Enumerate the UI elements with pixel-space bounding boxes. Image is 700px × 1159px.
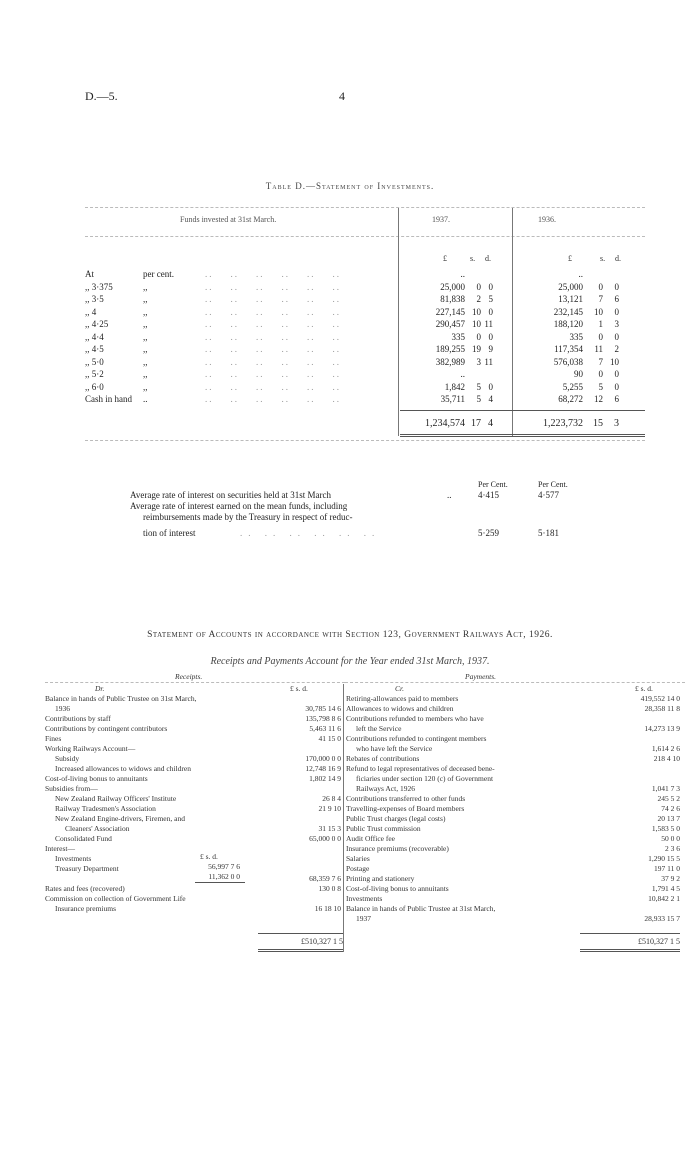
unit-shillings-1936: s.: [600, 254, 606, 263]
payment-amount: 10,842 2 1: [648, 894, 680, 903]
investment-1936-shillings: 0: [598, 281, 603, 292]
investment-1936-pence: 6: [614, 394, 619, 404]
payment-row: [346, 804, 682, 814]
payment-row: [346, 864, 682, 874]
payment-row: [346, 734, 682, 744]
investment-row: [85, 331, 645, 343]
col-1936-header: 1936.: [538, 215, 556, 224]
investment-rate: Cash in hand: [85, 394, 132, 404]
investment-1936-pence: 0: [614, 331, 619, 342]
investment-1937-shillings: 10: [472, 319, 481, 329]
investments-table-title: Table D.—Statement of Investments.: [265, 181, 435, 191]
payment-amount: 1,614 2 6: [651, 744, 680, 753]
investment-row: [85, 393, 645, 405]
payment-row: [346, 724, 682, 734]
receipt-amount: 21 9 10: [318, 804, 341, 813]
receipt-label: Subsidies from—: [45, 784, 98, 793]
payment-label: Audit Office fee: [346, 834, 396, 843]
receipts-unit-header: £ s. d.: [290, 684, 308, 693]
total-1937-shillings: 17: [471, 418, 481, 429]
payment-amount: 1,041 7 3: [651, 784, 680, 793]
investment-1937-pounds: ..: [460, 269, 465, 279]
receipt-row: [45, 834, 343, 844]
investment-rate: ,, 5·0: [85, 356, 104, 367]
investment-1936-pounds: 5,255: [562, 381, 583, 392]
receipt-amount: 16 18 10: [314, 904, 341, 913]
investment-1936-pence: 3: [614, 319, 619, 329]
cr-label: Cr.: [395, 684, 404, 693]
dr-label: Dr.: [95, 684, 105, 693]
investment-1936-pence: 10: [610, 356, 619, 367]
unit-pence-1937: d.: [485, 254, 491, 263]
receipt-amount: 68,359 7 6: [309, 874, 341, 883]
payment-row: [346, 854, 682, 864]
investment-1936-pence: 6: [614, 294, 619, 304]
payment-label: Investments: [346, 894, 383, 903]
investment-rate: ,, 4: [85, 306, 97, 317]
interest-treasury: 11,362 0 0: [208, 872, 240, 881]
payment-label: Rebates of contributions: [346, 754, 420, 763]
receipt-amount: 130 0 8: [318, 884, 341, 893]
receipt-row: [45, 824, 343, 834]
investment-1937-pounds: 35,711: [440, 394, 465, 404]
rate-line1: Average rate of interest on securities held at 31st March: [130, 490, 332, 500]
receipt-amount: 41 15 0: [318, 734, 341, 743]
investment-1937-pounds: 189,255: [435, 344, 465, 354]
payment-amount: 14,273 13 9: [644, 724, 680, 733]
investment-1937-pence: 11: [484, 319, 493, 329]
unit-shillings-1937: s.: [470, 254, 476, 263]
payment-amount: 245 5 2: [657, 794, 680, 803]
leader-dots: .. .. .. .. .. ..: [205, 356, 341, 367]
receipt-row: [45, 724, 343, 734]
receipt-row: [45, 744, 343, 754]
receipt-label: Commission on collection of Government Life: [45, 894, 186, 903]
investment-1936-pounds: 576,038: [553, 356, 583, 367]
payment-row: [346, 904, 682, 914]
total-1936-pence: 3: [614, 418, 619, 429]
receipt-label: Balance in hands of Public Trustee on 31st March,: [45, 694, 197, 703]
payment-row: [346, 824, 682, 834]
receipt-label: Subsidy: [55, 754, 80, 763]
receipts-total: £510,327 1 5: [301, 937, 343, 946]
investment-1937-pence: 5: [488, 294, 493, 304]
rate-line2b: reimbursements made by the Treasury in respect of reduc-: [143, 512, 353, 522]
rate-line1-dots: ..: [447, 490, 452, 500]
unit-pounds-1937: £: [443, 254, 447, 263]
investment-label: ,,: [143, 294, 148, 304]
payment-row: [346, 784, 682, 794]
investment-1937-shillings: 0: [476, 331, 481, 342]
payment-row: [346, 764, 682, 774]
rate-head-1936: Per Cent.: [538, 480, 568, 489]
payment-amount: 419,552 14 0: [640, 694, 680, 703]
payments-total: £510,327 1 5: [638, 937, 680, 946]
col-1937-header: 1937.: [432, 215, 450, 224]
investment-label: ,,: [143, 281, 148, 292]
investment-row: [85, 281, 645, 293]
investment-1936-pounds: 188,120: [553, 319, 583, 329]
receipt-row: [45, 764, 343, 774]
receipt-amount: 26 8 4: [322, 794, 341, 803]
receipt-label: Working Railways Account—: [45, 744, 136, 753]
payment-label: Public Trust commission: [346, 824, 421, 833]
total-1936-pounds: 1,223,732: [543, 418, 583, 429]
investment-1937-pounds: 290,457: [435, 319, 465, 329]
receipt-row: [45, 714, 343, 724]
investment-1936-pounds: 117,354: [554, 344, 583, 354]
payment-label: Contributions transferred to other funds: [346, 794, 466, 803]
payment-row: [346, 894, 682, 904]
payment-label: Retiring-allowances paid to members: [346, 694, 459, 703]
receipt-amount: 1,802 14 9: [309, 774, 341, 783]
investment-row: [85, 381, 645, 393]
investment-1937-shillings: 2: [476, 294, 481, 304]
page-number: 4: [339, 89, 345, 103]
investment-1936-shillings: 12: [594, 394, 603, 404]
payment-label: Travelling-expenses of Board members: [346, 804, 465, 813]
investment-1937-pence: 0: [488, 281, 493, 292]
investment-rate: ,, 3·5: [85, 294, 104, 304]
investment-1936-pence: 0: [614, 381, 619, 392]
payment-label: Postage: [346, 864, 370, 873]
leader-dots: .. .. .. .. .. ..: [205, 394, 341, 404]
payment-row: [346, 914, 682, 924]
receipt-label: Increased allowances to widows and children: [55, 764, 191, 773]
investment-row: [85, 368, 645, 380]
receipt-amount: 170,000 0 0: [305, 754, 341, 763]
investment-rate: ,, 4·4: [85, 331, 104, 342]
payment-amount: 1,290 15 5: [648, 854, 680, 863]
rate-line2a: Average rate of interest earned on the mean funds, including: [130, 501, 348, 511]
investment-row: [85, 268, 645, 280]
investment-1937-shillings: 19: [472, 344, 481, 354]
investment-rate: ,, 5·2: [85, 369, 104, 379]
payment-amount: 74 2 6: [661, 804, 680, 813]
payment-label: left the Service: [356, 724, 402, 733]
investment-1936-pence: 0: [614, 281, 619, 292]
receipt-amount: 31 15 3: [318, 824, 341, 833]
receipt-amount: 65,000 0 0: [309, 834, 341, 843]
payment-row: [346, 874, 682, 884]
total-1937-pounds: 1,234,574: [425, 418, 465, 429]
leader-dots: .. .. .. .. .. ..: [205, 269, 341, 279]
rate-head-1937: Per Cent.: [478, 480, 508, 489]
investment-1937-pence: 11: [484, 356, 493, 367]
rate-line2-1936: 5·181: [538, 528, 559, 538]
receipt-label: Railway Tradesmen's Association: [55, 804, 156, 813]
investment-row: [85, 343, 645, 355]
investment-1937-pence: 9: [488, 344, 493, 354]
investment-1937-pounds: 227,145: [435, 306, 465, 317]
leader-dots: .. .. .. .. .. ..: [205, 294, 341, 304]
rate-line1-1936: 4·577: [538, 490, 559, 500]
payment-row: [346, 704, 682, 714]
rate-line2-dots: .. .. .. .. .. ..: [240, 528, 381, 538]
investment-label: ,,: [143, 331, 148, 342]
leader-dots: .. .. .. .. .. ..: [205, 331, 341, 342]
investment-1936-shillings: 1: [598, 319, 603, 329]
investment-label: ,,: [143, 369, 148, 379]
total-1937-pence: 4: [488, 418, 493, 429]
receipt-label: Interest—: [45, 844, 75, 853]
investment-1937-shillings: 5: [476, 394, 481, 404]
investment-row: [85, 356, 645, 368]
receipt-label: Cleaners' Association: [65, 824, 130, 833]
investment-row: [85, 318, 645, 330]
receipt-row: [45, 804, 343, 814]
payment-label: Contributions refunded to members who have: [346, 714, 484, 723]
payment-amount: 28,933 15 7: [644, 914, 680, 923]
investment-1936-pounds: 25,000: [558, 281, 583, 292]
investment-1937-pounds: 382,989: [435, 356, 465, 367]
investment-1936-shillings: 5: [598, 381, 603, 392]
receipt-row: [45, 814, 343, 824]
leader-dots: .. .. .. .. .. ..: [205, 319, 341, 329]
investment-1936-shillings: 7: [598, 356, 603, 367]
receipt-row: [45, 844, 343, 854]
receipt-label: Insurance premiums: [55, 904, 117, 913]
receipt-label: New Zealand Railway Officers' Institute: [55, 794, 177, 803]
payment-row: [346, 834, 682, 844]
receipt-amount: 12,748 16 9: [305, 764, 341, 773]
interest-investments: 56,997 7 6: [208, 862, 240, 871]
document-code: D.—5.: [85, 89, 118, 103]
payment-label: Public Trust charges (legal costs): [346, 814, 446, 823]
investment-1936-shillings: 10: [594, 306, 603, 317]
investment-rate: ,, 4·25: [85, 319, 109, 329]
payment-amount: 20 13 7: [657, 814, 680, 823]
receipt-row: [45, 754, 343, 764]
investment-1936-pence: 0: [614, 369, 619, 379]
investment-1936-pounds: 232,145: [553, 306, 583, 317]
receipt-label: Investments: [55, 854, 92, 863]
investment-1936-pounds: 90: [574, 369, 583, 379]
receipt-label: Contributions by contingent contributors: [45, 724, 168, 733]
payment-label: 1937: [356, 914, 371, 923]
payment-label: Insurance premiums (recoverable): [346, 844, 449, 853]
receipt-row: [45, 774, 343, 784]
investment-1936-shillings: 0: [598, 369, 603, 379]
receipt-amount: 5,463 11 6: [309, 724, 341, 733]
investment-1936-pence: 0: [614, 306, 619, 317]
payment-amount: 197 11 0: [654, 864, 680, 873]
receipt-row: [45, 694, 343, 704]
investment-1937-pounds: ..: [460, 369, 465, 379]
investment-1937-shillings: 5: [476, 381, 481, 392]
investment-1936-pounds: 335: [569, 331, 583, 342]
investment-label: ,,: [143, 381, 148, 392]
investments-total-row: [85, 418, 645, 430]
receipt-row: [45, 734, 343, 744]
payment-amount: 50 0 0: [661, 834, 680, 843]
investment-1936-shillings: 0: [598, 331, 603, 342]
investment-1936-pounds: 13,121: [558, 294, 583, 304]
col-funds-header: Funds invested at 31st March.: [180, 215, 277, 224]
rate-line2-1937: 5·259: [478, 528, 499, 538]
investment-rate: ,, 4·5: [85, 344, 104, 354]
receipt-row: [45, 884, 343, 894]
investment-label: ,,: [143, 344, 148, 354]
payment-row: [346, 714, 682, 724]
payment-row: [346, 754, 682, 764]
investment-row: [85, 306, 645, 318]
accounts-title: Statement of Accounts in accordance with Section 123, Government Railways Act, 1926.: [147, 630, 553, 640]
unit-pence-1936: d.: [615, 254, 621, 263]
payment-amount: 1,791 4 5: [651, 884, 680, 893]
investment-label: per cent.: [143, 269, 174, 279]
payment-label: Railways Act, 1926: [356, 784, 415, 793]
investment-1936-shillings: 7: [598, 294, 603, 304]
investment-1937-shillings: 3: [476, 356, 481, 367]
investment-1937-pounds: 81,838: [440, 294, 465, 304]
payment-label: Allowances to widows and children: [346, 704, 454, 713]
investment-1937-pence: 0: [488, 331, 493, 342]
leader-dots: .. .. .. .. .. ..: [205, 369, 341, 379]
payment-label: Refund to legal representatives of deceased bene-: [346, 764, 495, 773]
rate-line1-1937: 4·415: [478, 490, 499, 500]
investment-rate: At: [85, 269, 94, 279]
leader-dots: .. .. .. .. .. ..: [205, 306, 341, 317]
payment-row: [346, 884, 682, 894]
payment-row: [346, 774, 682, 784]
payment-amount: 1,583 5 0: [651, 824, 680, 833]
leader-dots: .. .. .. .. .. ..: [205, 281, 341, 292]
payment-label: who have left the Service: [356, 744, 433, 753]
investment-label: ..: [143, 394, 148, 404]
payment-row: [346, 694, 682, 704]
investment-1937-pounds: 1,842: [444, 381, 465, 392]
receipt-label: Treasury Department: [55, 864, 119, 873]
receipt-amount: 135,798 8 6: [305, 714, 341, 723]
payment-label: Salaries: [346, 854, 370, 863]
payment-amount: 37 9 2: [661, 874, 680, 883]
payment-label: Contributions refunded to contingent members: [346, 734, 487, 743]
payment-row: [346, 794, 682, 804]
leader-dots: .. .. .. .. .. ..: [205, 344, 341, 354]
receipt-row: [45, 784, 343, 794]
investment-1937-pence: 4: [488, 394, 493, 404]
total-1936-shillings: 15: [593, 418, 603, 429]
investment-1937-shillings: 10: [472, 306, 481, 317]
investment-label: ,,: [143, 356, 148, 367]
payments-heading: Payments.: [465, 672, 497, 681]
units-row: [85, 253, 645, 265]
payment-row: [346, 844, 682, 854]
payments-unit-header: £ s. d.: [635, 684, 653, 693]
payment-label: ficiaries under section 120 (c) of Government: [356, 774, 494, 783]
receipt-label: Contributions by staff: [45, 714, 111, 723]
investment-row: [85, 293, 645, 305]
investment-1936-pence: 2: [614, 344, 619, 354]
payment-amount: 218 4 10: [653, 754, 680, 763]
investment-1937-pounds: 335: [451, 331, 465, 342]
investment-label: ,,: [143, 306, 148, 317]
investment-rate: ,, 6·0: [85, 381, 104, 392]
receipt-label: Consolidated Fund: [55, 834, 112, 843]
investment-1936-pounds: ..: [578, 269, 583, 279]
receipt-label: Cost-of-living bonus to annuitants: [45, 774, 148, 783]
payment-row: [346, 744, 682, 754]
leader-dots: .. .. .. .. .. ..: [205, 381, 341, 392]
investment-1937-pence: 0: [488, 306, 493, 317]
rate-line2c: tion of interest: [143, 528, 196, 538]
investment-rate: ,, 3·375: [85, 281, 113, 292]
receipt-label: 1936: [55, 704, 70, 713]
receipt-label: Fines: [45, 734, 62, 743]
payment-label: Printing and stationery: [346, 874, 415, 883]
receipt-label: New Zealand Engine-drivers, Firemen, and: [55, 814, 185, 823]
accounts-subtitle: Receipts and Payments Account for the Year ended 31st March, 1937.: [210, 656, 490, 667]
unit-pounds-1936: £: [568, 254, 572, 263]
receipt-row: [45, 704, 343, 714]
receipts-heading: Receipts.: [175, 672, 203, 681]
investment-1937-pence: 0: [488, 381, 493, 392]
payment-label: Cost-of-living bonus to annuitants: [346, 884, 449, 893]
receipt-label: Rates and fees (recovered): [45, 884, 125, 893]
investment-label: ,,: [143, 319, 148, 329]
payment-amount: 28,358 11 8: [644, 704, 680, 713]
receipt-row: [45, 794, 343, 804]
receipt-row: [45, 894, 343, 904]
payment-label: Balance in hands of Public Trustee at 31st March,: [346, 904, 496, 913]
receipt-row: [45, 904, 343, 914]
payment-amount: 2 3 6: [665, 844, 680, 853]
investment-1937-shillings: 0: [476, 281, 481, 292]
interest-unit-header: £ s. d.: [200, 852, 218, 861]
investment-1937-pounds: 25,000: [440, 281, 465, 292]
payment-row: [346, 814, 682, 824]
receipt-amount: 30,785 14 6: [305, 704, 341, 713]
investment-1936-pounds: 68,272: [558, 394, 583, 404]
investment-1936-shillings: 11: [594, 344, 603, 354]
